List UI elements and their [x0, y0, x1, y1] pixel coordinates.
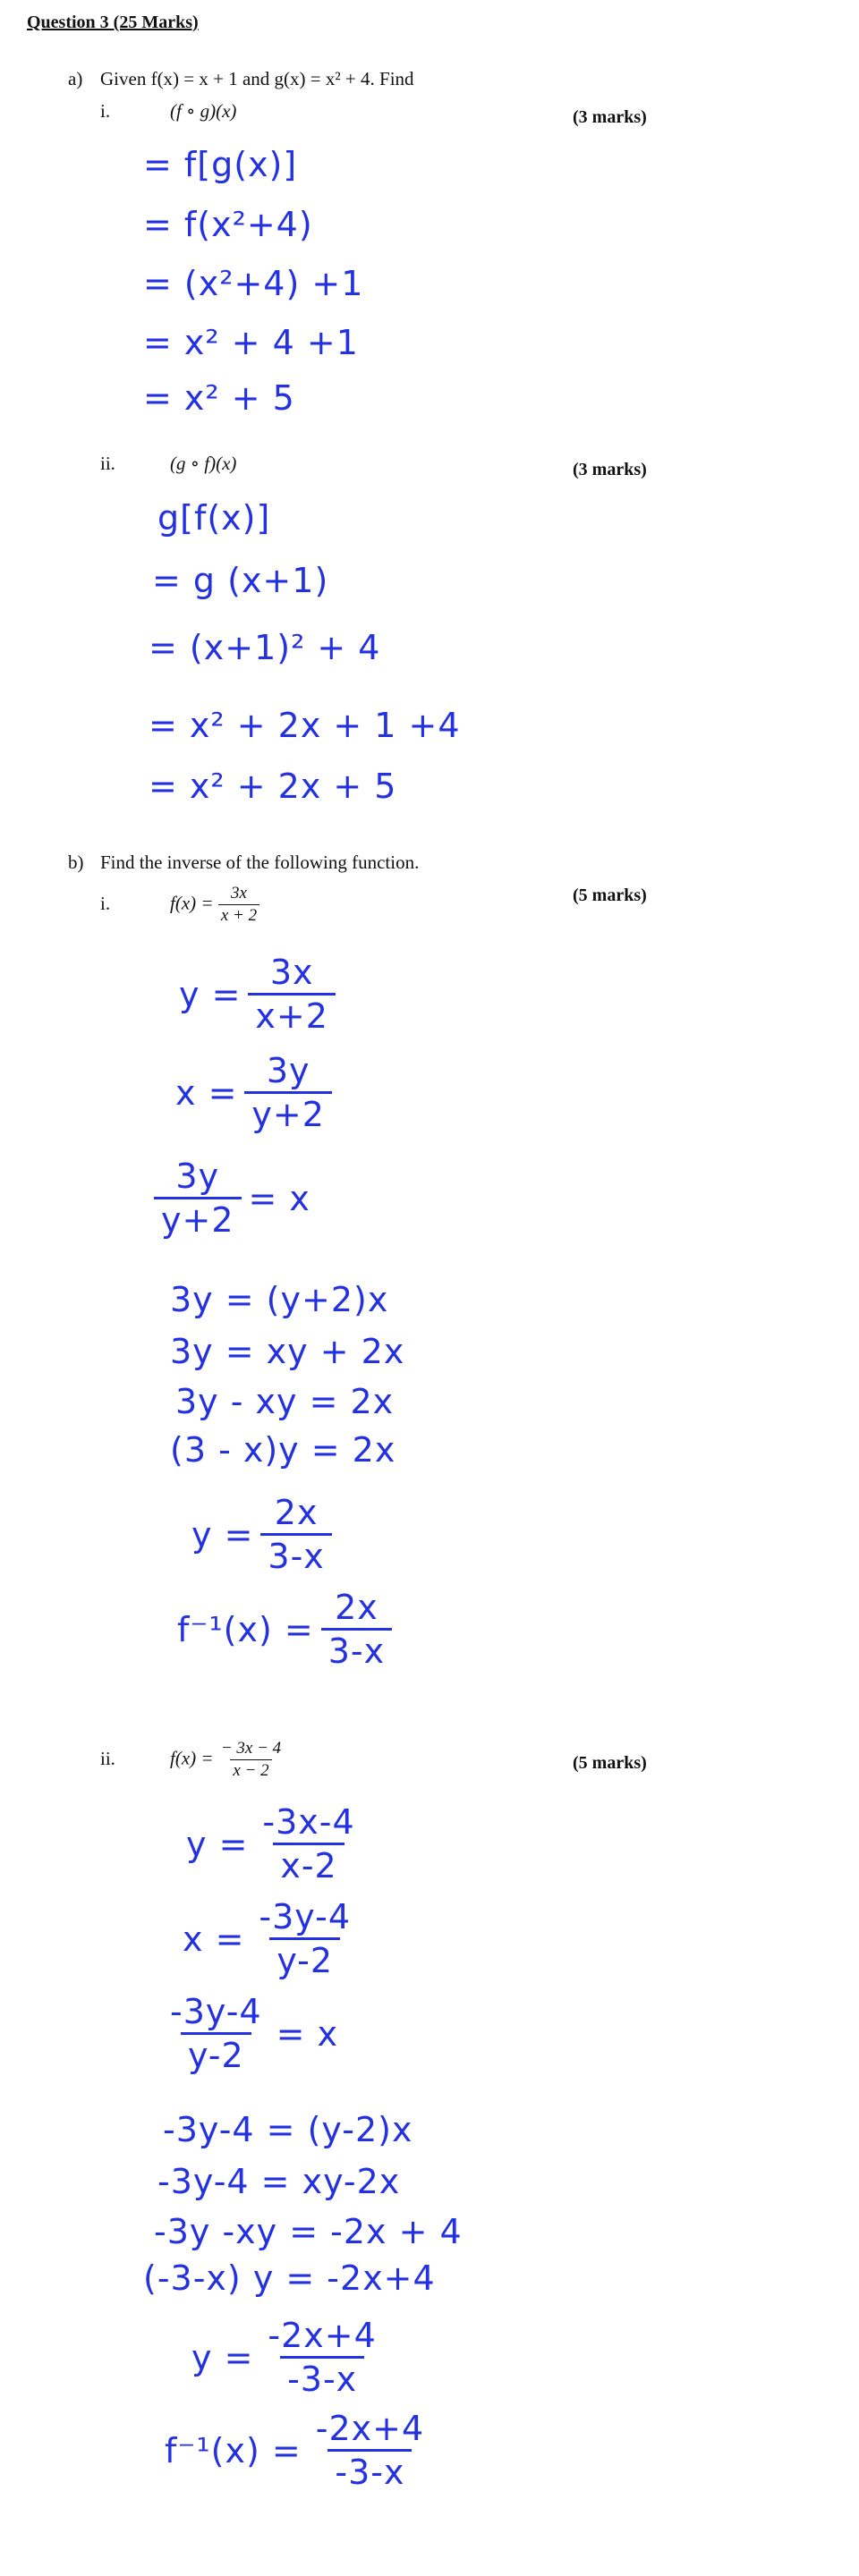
b-i-line-5: 3y = xy + 2x — [170, 1332, 405, 1371]
b-i-l3-num: 3y — [175, 1157, 220, 1196]
b-ii-line-9 — [157, 2409, 431, 2492]
b-i-l8-den: 3-x — [260, 1533, 331, 1573]
a-i-line-5: = x² + 5 — [143, 378, 295, 418]
a-ii-line-3: = (x+1)² + 4 — [149, 628, 381, 667]
b-ii-line-4: -3y-4 = (y-2)x — [163, 2110, 413, 2149]
part-b-ii-label: ii. — [100, 1748, 115, 1769]
b-i-line-8 — [184, 1493, 332, 1576]
part-b-prompt: Find the inverse of the following function. — [100, 852, 420, 873]
b-ii-l3-den: y-2 — [181, 2032, 251, 2072]
b-ii-l9-lhs: f⁻¹(x) = — [165, 2430, 302, 2470]
part-a-label: a) — [68, 68, 83, 89]
part-a-i-expr: (f ∘ g)(x) — [170, 100, 237, 122]
b-i-line-1 — [172, 953, 336, 1036]
b-ii-line-1 — [179, 1802, 362, 1885]
b-i-l2-frac — [244, 1051, 332, 1134]
b-ii-l9-frac — [309, 2409, 431, 2492]
b-ii-l8-frac — [260, 2316, 383, 2399]
b-i-l8-lhs: y = — [191, 1514, 254, 1555]
b-i-l2-den: y+2 — [244, 1091, 332, 1131]
b-i-l9-num: 2x — [335, 1588, 378, 1627]
b-ii-line-8 — [184, 2316, 384, 2399]
b-i-l8-frac — [260, 1493, 331, 1576]
b-ii-l1-lhs: y = — [186, 1824, 249, 1864]
b-ii-l2-lhs: x = — [183, 1919, 245, 1959]
b-ii-numerator: − 3x − 4 — [220, 1739, 282, 1758]
b-i-l1-lhs: y = — [179, 974, 242, 1014]
part-b-label: b) — [68, 852, 84, 873]
b-ii-denominator: x − 2 — [230, 1759, 271, 1781]
b-i-line-7: (3 - x)y = 2x — [170, 1430, 396, 1470]
a-i-line-2: = f(x²+4) — [143, 205, 313, 244]
b-ii-l2-num: -3y-4 — [259, 1897, 352, 1936]
b-ii-l3-rhs: = x — [276, 2013, 339, 2054]
part-b-i-label: i. — [100, 893, 111, 914]
a-i-line-3: = (x²+4) +1 — [143, 264, 364, 303]
part-a-prompt: Given f(x) = x + 1 and g(x) = x² + 4. Find — [100, 68, 414, 89]
b-i-numerator: 3x — [230, 884, 247, 902]
question-title: Question 3 (25 Marks) — [27, 13, 199, 32]
b-ii-l1-num: -3x-4 — [262, 1802, 355, 1842]
b-i-fx: f(x) = — [170, 892, 214, 914]
b-i-l8-num: 2x — [274, 1493, 319, 1532]
part-a-i-label: i. — [100, 100, 111, 122]
b-i-l9-den: 3-x — [321, 1628, 392, 1668]
b-ii-line-7: (-3-x) y = -2x+4 — [143, 2258, 436, 2298]
b-ii-l8-den: -3-x — [280, 2356, 364, 2396]
b-ii-fx: f(x) = — [170, 1747, 214, 1769]
b-ii-l9-num: -2x+4 — [315, 2409, 425, 2448]
b-i-line-4: 3y = (y+2)x — [170, 1280, 389, 1319]
b-i-l1-frac — [248, 953, 336, 1036]
b-ii-l2-den: y-2 — [269, 1937, 340, 1978]
b-ii-l1-den: x-2 — [273, 1843, 344, 1883]
part-b-i-marks: (5 marks) — [573, 886, 647, 905]
part-b-i-function — [170, 884, 259, 926]
b-i-l9-frac — [321, 1588, 392, 1671]
part-a-ii-marks: (3 marks) — [573, 460, 647, 479]
part-a-ii-label: ii. — [100, 453, 115, 474]
b-i-line-3 — [154, 1157, 318, 1240]
a-ii-line-5: = x² + 2x + 5 — [149, 767, 397, 806]
part-a-i-marks: (3 marks) — [573, 107, 647, 127]
b-i-l3-rhs: = x — [248, 1178, 310, 1218]
b-ii-l3-frac — [163, 1992, 269, 2075]
b-i-fraction — [218, 884, 259, 926]
b-ii-line-2 — [175, 1897, 358, 1980]
a-ii-line-1: g[f(x)] — [157, 498, 271, 538]
b-ii-l2-frac — [251, 1897, 358, 1980]
b-i-l2-num: 3y — [266, 1051, 310, 1090]
part-b-ii-marks: (5 marks) — [573, 1753, 647, 1773]
b-ii-l9-den: -3-x — [327, 2449, 412, 2489]
b-i-l1-den: x+2 — [248, 993, 336, 1033]
a-i-line-1: = f[g(x)] — [143, 145, 298, 184]
b-i-line-6: 3y - xy = 2x — [175, 1382, 395, 1421]
b-ii-line-6: -3y -xy = -2x + 4 — [154, 2212, 463, 2251]
part-b-ii-function — [170, 1739, 284, 1781]
b-ii-line-5: -3y-4 = xy-2x — [157, 2162, 401, 2201]
part-a-ii-expr: (g ∘ f)(x) — [170, 453, 237, 474]
b-ii-l1-frac — [255, 1802, 361, 1885]
b-i-l2-lhs: x = — [175, 1072, 238, 1113]
b-i-denominator: x + 2 — [218, 904, 259, 926]
a-ii-line-4: = x² + 2x + 1 +4 — [149, 706, 461, 745]
b-i-line-9 — [170, 1588, 392, 1671]
a-ii-line-2: = g (x+1) — [152, 561, 329, 600]
b-ii-l3-num: -3y-4 — [170, 1992, 262, 2031]
b-i-line-2 — [168, 1051, 332, 1134]
b-i-l3-frac — [154, 1157, 242, 1240]
a-i-line-4: = x² + 4 +1 — [143, 323, 359, 362]
b-ii-l8-num: -2x+4 — [268, 2316, 377, 2355]
b-ii-line-3 — [163, 1992, 345, 2075]
b-ii-fraction — [218, 1739, 284, 1781]
b-i-l3-den: y+2 — [154, 1197, 242, 1237]
b-i-l9-lhs: f⁻¹(x) = — [177, 1609, 314, 1649]
b-ii-l8-lhs: y = — [191, 2337, 254, 2377]
b-i-l1-num: 3x — [269, 953, 314, 992]
